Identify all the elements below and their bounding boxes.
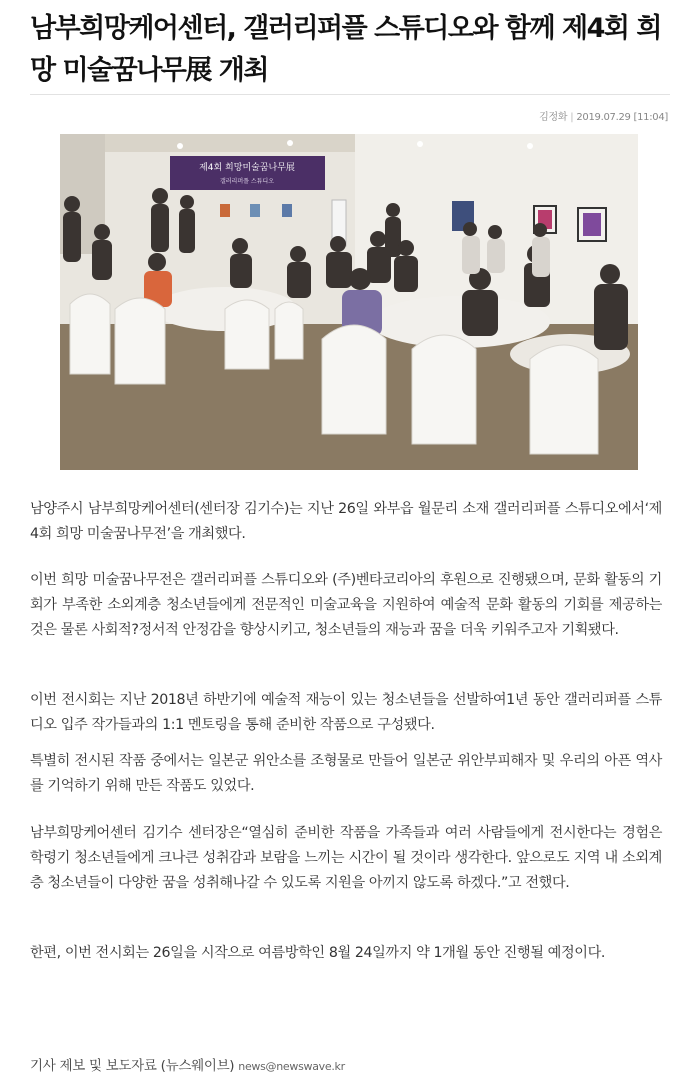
title-divider	[30, 94, 670, 95]
article-paragraph-6: 한편, 이번 전시회는 26일을 시작으로 여름방학인 8월 24일까지 약 1개월 동안 진행될 예정이다.	[30, 945, 605, 961]
reporter-name[interactable]: 김정화	[539, 112, 568, 123]
footer-label: 기사 제보 및 보도자료 (뉴스웨이브)	[30, 1058, 235, 1074]
footer-email-link[interactable]: news@newswave.kr	[238, 1060, 345, 1073]
banner-title-text: 제4회 희망미술꿈나무展	[199, 163, 295, 173]
article-paragraph-3: 이번 전시회는 지난 2018년 하반기에 예술적 재능이 있는 청소년들을 선발하여1년 동안 갤러리퍼플 스튜디오 입주 작가들과의 1:1 멘토링을 통해 준비한 작품으로 구성됐다.	[30, 692, 662, 733]
article-paragraph-5: 남부희망케어센터 김기수 센터장은“열심히 준비한 작품을 가족들과 여러 사람들에게 전시한다는 경험은 학령기 청소년들에게 크나큰 성취감과 보람을 느끼는 시간이 될 것이라 생각한다. 앞으로도 지역 내 소외계층 청소년들이 다양한 꿈을 성취해나갈 수 있도록 지원을 아끼지 않도록 하겠다.”고 전했다.	[30, 825, 662, 891]
article-footer	[30, 1054, 345, 1074]
article-paragraph-4: 특별히 전시된 작품 중에서는 일본군 위안소를 조형물로 만들어 일본군 위안부피해자 및 우리의 아픈 역사를 기억하기 위해 만든 작품도 있었다.	[30, 753, 662, 794]
meta-separator: |	[570, 112, 574, 123]
article-paragraph-1: 남양주시 남부희망케어센터(센터장 김기수)는 지난 26일 와부읍 월문리 소재 갤러리퍼플 스튜디오에서‘제4회 희망 미술꿈나무전’을 개최했다.	[30, 501, 662, 542]
article-meta	[539, 108, 668, 123]
article-photo	[60, 134, 638, 470]
article-datetime: 2019.07.29 [11:04]	[576, 112, 668, 123]
article-paragraph-2: 이번 희망 미술꿈나무전은 갤러리퍼플 스튜디오와 (주)벤타코리아의 후원으로 진행됐으며, 문화 활동의 기회가 부족한 소외계층 청소년들에게 전문적인 미술교육을 지원하여 예술적 문화 활동의 기회를 제공하는 것은 물론 사회적?정서적 안정감을 향상시키고, 청소년들의 재능과 꿈을 더욱 키워주고자 기획됐다.	[30, 572, 662, 638]
banner-sub-text: 갤러리퍼플 스튜디오	[219, 178, 275, 185]
exhibition-photo-illustration	[60, 134, 638, 470]
article-title: 남부희망케어센터, 갤러리퍼플 스튜디오와 함께 제4회 희망 미술꿈나무展 개최	[30, 13, 661, 86]
